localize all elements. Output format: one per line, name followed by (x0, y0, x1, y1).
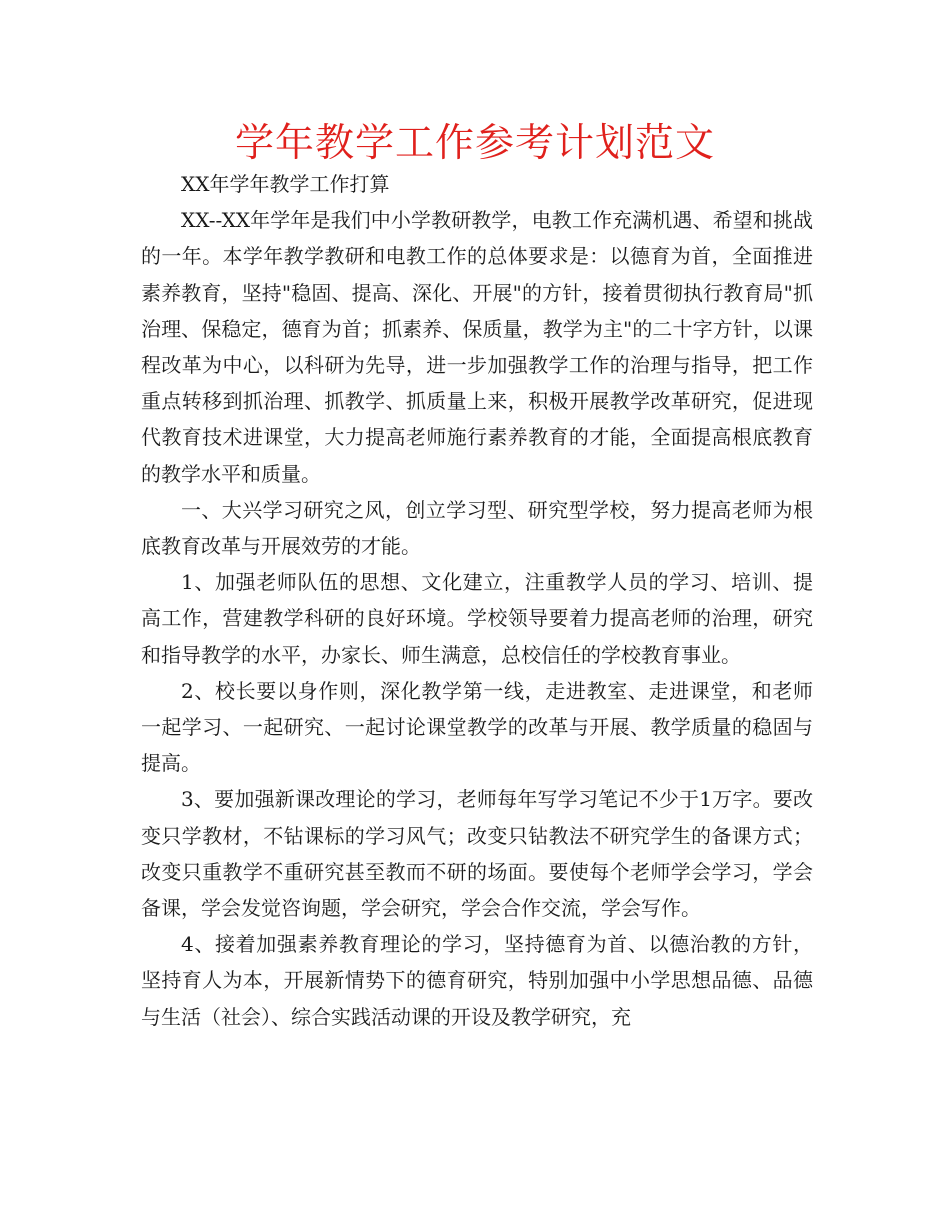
document-title: 学年教学工作参考计划范文 (234, 121, 715, 166)
paragraph-item-1: 1、加强老师队伍的思想、文化建立，注重教学人员的学习、培训、提高工作，营建教学科研的良好环境。学校领导要着力提高老师的治理，研究和指导教学的水平，办家长、师生满意，总校信任的学校教育事业。 (141, 570, 813, 667)
paragraph-item-3: 3、要加强新课改理论的学习，老师每年写学习笔记不少于1万字。要改变只学教材，不钻课标的学习风气；改变只钻教法不研究学生的备课方式；改变只重教学不重研究甚至教而不研的场面。要使每个老师学会学习，学会备课，学会发觉咨询题，学会研究，学会合作交流，学会写作。 (141, 787, 813, 921)
paragraph-item-2: 2、校长要以身作则，深化教学第一线，走进教室、走进课堂，和老师一起学习、一起研究、一起讨论课堂教学的改革与开展、教学质量的稳固与提高。 (141, 678, 813, 776)
paragraph-item-4: 4、接着加强素养教育理论的学习，坚持德育为首、以德治教的方针，坚持育人为本，开展新情势下的德育研究，特别加强中小学思想品德、品德与生活（社会）、综合实践活动课的开设及教学研究，充 (141, 932, 813, 1029)
paragraph-intro: XX--XX年学年是我们中小学教研教学，电教工作充满机遇、希望和挑战的一年。本学年教学教研和电教工作的总体要求是：以德育为首，全面推进素养教育，坚持"稳固、提高、深化、开展"的方针，接着贯彻执行教育局"抓治理、保稳定，德育为首；抓素养、保质量，教学为主"的二十字方针，以课程改革为中心，以科研为先导，进一步加强教学工作的治理与指导，把工作重点转移到抓治理、抓教学、抓质量上来，积极开展教学改革研究，促进现代教育技术进课堂，大力提高老师施行素养教育的才能，全面提高根底教育的教学水平和质量。 (141, 208, 813, 486)
paragraph-section-one: 一、大兴学习研究之风，创立学习型、研究型学校，努力提高老师为根底教育改革与开展效劳的才能。 (141, 497, 813, 559)
paragraph-heading: XX年学年教学工作打算 (181, 172, 390, 196)
document-body (141, 166, 813, 1035)
